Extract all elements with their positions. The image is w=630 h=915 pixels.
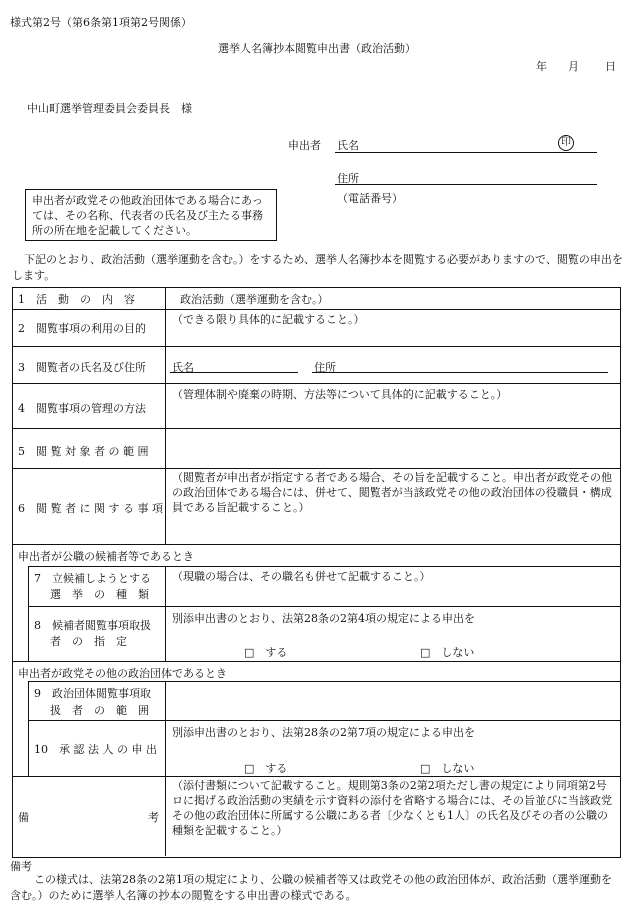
row8-option-yes[interactable]: □ する: [244, 646, 288, 659]
applicant-name-label: 氏名: [337, 139, 359, 152]
row7-label-2: 選 挙 の 種 類: [50, 588, 149, 601]
row10-option-yes[interactable]: □ する: [244, 762, 288, 775]
row10-label: 10 承 認 法 人 の 申 出: [34, 743, 157, 756]
remarks-label-1: 備: [18, 811, 29, 824]
row5-label: 5 閲 覧 対 象 者 の 範 囲: [18, 445, 149, 458]
row8-content: 別添申出書のとおり、法第28条の2第4項の規定による申出を: [172, 612, 475, 625]
row7-label-1: 7 立候補しようとする: [34, 572, 151, 585]
row3-label: 3 閲覧者の氏名及び住所: [18, 361, 146, 374]
row10-content: 別添申出書のとおり、法第28条の2第7項の規定による申出を: [172, 726, 475, 739]
row8-label-2: 者 の 指 定: [50, 635, 127, 648]
row7-hint: （現職の場合は、その職名も併せて記載すること。）: [172, 570, 431, 583]
footer-text: この様式は、法第28条の2第1項の規定により、公職の候補者等又は政党その他の政治団体が、政治活動（選挙運動を含む。）のために選挙人名簿の抄本の閲覧をする申出書の様式である。: [10, 873, 612, 902]
remarks-label-2: 考: [148, 811, 159, 824]
row6-label: 6 閲 覧 者 に 関 す る 事 項: [18, 502, 163, 515]
intro-text: 下記のとおり、政治活動（選挙運動を含む。）をするため、選挙人名簿抄本を閲覧する必要がありますので、閲覧の申出をします。: [12, 253, 623, 282]
row9-label-2: 扱 者 の 範 囲: [50, 704, 149, 717]
form-number: 様式第2号（第6条第1項第2号関係）: [10, 16, 192, 29]
row3-name-field[interactable]: [170, 372, 298, 373]
row6-hint: （閲覧者が申出者が指定する者である場合、その旨を記載すること。申出者が政党その他の政治団体である場合には、併せて、閲覧者が当該政党その他の政治団体の役職員・構成員である旨記載すること。）: [172, 471, 612, 514]
applicant-address-label: 住所: [337, 172, 359, 185]
section-candidate-label: 申出者が公職の候補者等であるとき: [18, 550, 194, 563]
row3-name-label: 氏名: [172, 361, 194, 374]
name-underline[interactable]: [335, 152, 597, 153]
row3-address-label: 住所: [314, 361, 336, 374]
footer-title: 備考: [10, 860, 32, 873]
date-year: 年: [536, 60, 547, 73]
row2-hint: （できる限り具体的に記載すること。）: [172, 313, 365, 326]
page-title: 選挙人名簿抄本閲覧申出書（政治活動）: [218, 42, 416, 55]
row4-hint: （管理体制や廃棄の時期、方法等について具体的に記載すること。）: [172, 388, 508, 401]
row1-label: 1 活 動 の 内 容: [18, 293, 135, 306]
seal-mark: 印: [558, 135, 574, 151]
applicant-label: 申出者: [288, 139, 321, 152]
note-box: [25, 189, 277, 241]
row8-label-1: 8 候補者閲覧事項取扱: [34, 619, 151, 632]
applicant-phone-label: （電話番号）: [337, 192, 403, 205]
row8-option-no[interactable]: □ しない: [420, 646, 475, 659]
row2-label: 2 閲覧事項の利用の目的: [18, 322, 146, 335]
row1-content: 政治活動（選挙運動を含む。）: [180, 293, 329, 306]
address-underline[interactable]: [335, 184, 597, 185]
row9-label-1: 9 政治団体閲覧事項取: [34, 687, 151, 700]
section-party-label: 申出者が政党その他の政治団体であるとき: [18, 667, 227, 680]
date-month: 月: [568, 60, 579, 73]
note-box-text: 申出者が政党その他政治団体である場合にあっては、その名称、代表者の氏名及び主たる事務所の所在地を記載してください。: [32, 194, 263, 237]
row10-option-no[interactable]: □ しない: [420, 762, 475, 775]
date-day: 日: [605, 60, 616, 73]
remarks-hint: （添付書類について記載すること。規則第3条の2第2項ただし書の規定により同項第2号ロに掲げる政治活動の実績を示す資料の添付を省略する場合には、その旨並びに当該政党その他の政治団体に所属する公職にある者〔少なくとも1人〕の氏名及びその者の公職の種類を記載すること。）: [172, 779, 612, 837]
row3-address-field[interactable]: [312, 372, 608, 373]
row4-label: 4 閲覧事項の管理の方法: [18, 402, 146, 415]
addressee: 中山町選挙管理委員会委員長 様: [27, 102, 192, 115]
